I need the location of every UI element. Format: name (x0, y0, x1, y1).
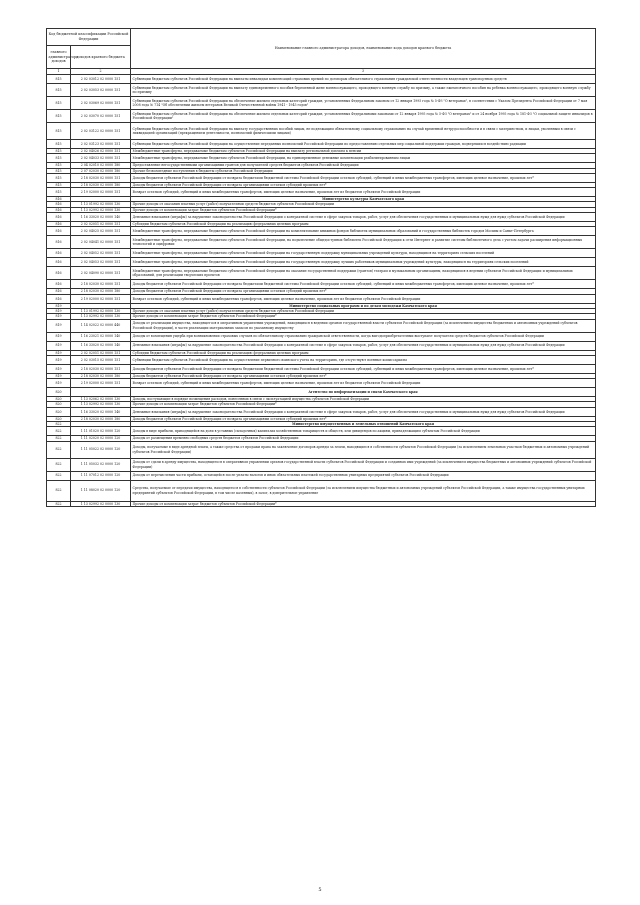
revenue-name-cell: Субвенции бюджетам субъектов Российской Федерации на выплату государственных пособий лицам, не подлежащим обязательному социальному страхованию на случай временной нетрудоспособности и в связи с материнством, и лицам, уволенным в связи с ликвидацией организаций (прекращением деятельности, полномочий физическими лицами) (131, 123, 596, 140)
administrator-code-cell: 815 (47, 84, 71, 97)
table-row (47, 75, 596, 84)
table-row (47, 332, 596, 341)
table-row (47, 213, 596, 222)
revenue-code-cell: 2 19 02000 02 0000 151 (71, 379, 131, 388)
revenue-code-cell: 2 02 03015 02 0000 151 (71, 355, 131, 364)
table-row (47, 501, 596, 506)
revenue-name-cell: Доходы бюджетов субъектов Российской Федерации от возврата бюджетами бюджетной системы Российской Федерации остатков субсидий, субвенций и иных межбюджетных трансфертов, имеющих целевое назначение, прошлых лет* (131, 364, 596, 373)
revenue-name-cell: Средства, получаемые от передачи имущества, находящегося в собственности субъектов Российской Федерации (за исключением имущества бюджетных и автономных учреждений субъектов Российской Федерации, а также имущества государственных унитарных предприятий субъектов Российской Федерации, в том числе казенных), в залог, в доверительное управление (131, 480, 596, 501)
table-row (47, 267, 596, 280)
administrator-code-cell: 815 (47, 163, 71, 168)
administrator-code-cell: 822 (47, 458, 71, 471)
administrator-code-cell: 816 (47, 236, 71, 249)
revenue-name-cell: Прочие доходы от компенсации затрат бюджетов субъектов Российской Федерации* (131, 501, 596, 506)
administrator-code-cell: 819 (47, 364, 71, 373)
administrator-code-cell: 819 (47, 350, 71, 355)
administrator-code-cell: 815 (47, 154, 71, 163)
revenue-name-cell: Прочие доходы от компенсации затрат бюджетов субъектов Российской Федерации* (131, 314, 596, 319)
revenue-code-cell: 1 13 01992 02 0000 130 (71, 308, 131, 313)
revenue-code-cell: 1 16 33020 02 0000 140 (71, 407, 131, 416)
revenue-code-cell: 1 11 01020 02 0000 120 (71, 427, 131, 436)
revenue-name-cell: Субвенции бюджетам субъектов Российской Федерации на осуществление переданных полномочий Российской Федерации по предоставлению отдельных мер социальной поддержки граждан, подвергшихся воздействию радиации (131, 140, 596, 149)
administrator-code-cell: 816 (47, 289, 71, 294)
table-row (47, 258, 596, 267)
administrator-code-cell: 819 (47, 379, 71, 388)
administrator-code-cell: 819 (47, 355, 71, 364)
administrator-code-cell: 819 (47, 308, 71, 313)
revenue-name-cell: Субвенции бюджетам субъектов Российской Федерации на обеспечение жильем отдельных категорий граждан, установленных Федеральными законами от 12 января 1995 года № 5-ФЗ "О ветеранах" и от 24 ноября 1995 года № 181-ФЗ "О социальной защите инвалидов в Российской Федерации" (131, 110, 596, 123)
revenue-name-cell: Субсидии бюджетам субъектов Российской Федерации на реализацию федеральных целевых программ (131, 222, 596, 227)
revenue-name-cell: Министерство имущественных и земельных отношений Камчатского края (131, 422, 596, 427)
revenue-code-cell: 2 19 02000 02 0000 151 (71, 294, 131, 303)
revenue-name-cell: Прочие доходы от оказания платных услуг (работ) получателями средств бюджетов субъектов Российской Федерации (131, 308, 596, 313)
revenue-name-cell: Субвенции бюджетам субъектов Российской Федерации на осуществление первичного воинского учета на территориях, где отсутствуют военные комиссариаты (131, 355, 596, 364)
administrator-code-cell: 820 (47, 402, 71, 407)
administrator-column-header: главного администратора доходов (47, 46, 71, 69)
revenue-name-cell: Денежные взыскания (штрафы) за нарушение законодательства Российской Федерации о контрактной системе в сфере закупок товаров, работ, услуг для обеспечения государственных и муниципальных нужд для нужд субъектов Российской Федерации (131, 407, 596, 416)
revenue-code-cell: 2 18 02030 02 0000 151 (71, 364, 131, 373)
revenue-code-cell: 2 04 02010 02 0000 180 (71, 163, 131, 168)
administrator-code-cell: 819 (47, 303, 71, 308)
revenue-name-cell: Межбюджетные трансферты, передаваемые бюджетам субъектов Российской Федерации на оказание государственной поддержки (грантов) театрам и музыкальным организациям, находящимся в ведении субъектов Российской Федерации и муниципальных образований, для реализации творческих проектов (131, 267, 596, 280)
revenue-name-cell: Доходы бюджетов субъектов Российской Федерации от возврата организациями остатков субсидий прошлых лет* (131, 373, 596, 378)
revenue-name-cell: Доходы в виде прибыли, приходящейся на доли в уставных (складочных) капиталах хозяйственных товариществ и обществ, или дивидендов по акциям, принадлежащим субъектам Российской Федерации (131, 427, 596, 436)
revenue-name-cell: Межбюджетные трансферты, передаваемые бюджетам субъектов Российской Федерации на выплату региональной доплаты к пенсии (131, 149, 596, 154)
administrator-code-cell: 820 (47, 407, 71, 416)
table-row (47, 140, 596, 149)
table-row (47, 110, 596, 123)
revenue-name-cell: Министерство социальных программ и по делам молодежи Камчатского края (131, 303, 596, 308)
revenue-name-cell: Доходы от реализации имущества, находящегося в оперативном управлении учреждений, находящихся в ведении органов государственной власти субъектов Российской Федерации (за исключением имущества бюджетных и автономных учреждений субъектов Российской Федерации), в части реализации материальных запасов по указанному имуществу (131, 319, 596, 332)
revenue-name-cell: Доходы от размещения временно свободных средств бюджетов субъектов Российской Федерации (131, 436, 596, 441)
table-row (47, 97, 596, 110)
revenue-code-cell: 1 11 02020 02 0000 120 (71, 436, 131, 441)
revenue-name-cell: Прочие доходы от оказания платных услуг (работ) получателями средств бюджетов субъектов Российской Федерации (131, 202, 596, 207)
revenue-code-cell: 2 18 02030 02 0000 151 (71, 280, 131, 289)
column-number: 1 (47, 69, 71, 75)
revenue-name-cell: Доходы бюджетов субъектов Российской Федерации от возврата организациями остатков субсидий прошлых лет* (131, 416, 596, 421)
administrator-code-cell: 820 (47, 416, 71, 421)
revenue-name-cell: Прочие доходы от компенсации затрат бюджетов субъектов Российской Федерации* (131, 402, 596, 407)
revenue-code-cell: 2 18 02030 02 0000 151 (71, 173, 131, 182)
revenue-name-cell: Межбюджетные трансферты, передаваемые бюджетам субъектов Российской Федерации на комплектование книжных фондов библиотек муниципальных образований и государственных библиотек городов Москвы и Санкт-Петербурга (131, 227, 596, 236)
revenue-code-cell: 2 18 02030 02 0000 180 (71, 182, 131, 187)
administrator-code-cell: 822 (47, 436, 71, 441)
table-row (47, 84, 596, 97)
revenue-name-cell: Доходы, получаемые в виде арендной платы, а также средства от продажи права на заключение договоров аренды за земли, находящиеся в собственности субъектов Российской Федерации (за исключением земельных участков бюджетных и автономных учреждений субъектов Российской Федерации) (131, 441, 596, 458)
section-header-row (47, 388, 596, 397)
revenue-name-cell: Доходы бюджетов субъектов Российской Федерации от возврата организациями остатков субсидий прошлых лет* (131, 182, 596, 187)
administrator-code-cell: 815 (47, 110, 71, 123)
revenue-code-cell: 2 18 02030 02 0000 180 (71, 373, 131, 378)
table-row (47, 458, 596, 471)
revenue-code-cell: 1 16 23021 02 0000 140 (71, 332, 131, 341)
table-row (47, 427, 596, 436)
revenue-name-cell: Межбюджетные трансферты, передаваемые бюджетам субъектов Российской Федерации, на подключение общедоступных библиотек Российской Федерации к сети Интернет и развитие системы библиотечного дела с учетом задачи расширения информационных технологий и оцифровки (131, 236, 596, 249)
administrator-code-cell: 820 (47, 397, 71, 402)
revenue-code-cell: 1 13 02992 02 0000 130 (71, 402, 131, 407)
administrator-code-cell: 822 (47, 471, 71, 480)
revenue-name-cell: Субвенции бюджетам субъектов Российской Федерации на выплату единовременного пособия беременной жене военнослужащего, проходящего военную службу по призыву, а также ежемесячного пособия на ребенка военнослужащего, проходящего военную службу по призыву (131, 84, 596, 97)
revenue-name-cell: Доходы от возмещения ущерба при возникновении страховых случаев по обязательному страхованию гражданской ответственности, когда выгодоприобретателями выступают получатели средств бюджетов субъектов Российской Федерации (131, 332, 596, 341)
revenue-name-cell: Денежные взыскания (штрафы) за нарушение законодательства Российской Федерации о контрактной системе в сфере закупок товаров, работ, услуг для обеспечения государственных и муниципальных нужд для нужд субъектов Российской Федерации (131, 341, 596, 350)
administrator-code-cell: 815 (47, 75, 71, 84)
revenue-name-cell: Возврат остатков субсидий, субвенций и иных межбюджетных трансфертов, имеющих целевое назначение, прошлых лет из бюджетов субъектов Российской Федерации (131, 188, 596, 197)
revenue-name-cell: Субвенции бюджетам субъектов Российской Федерации на обеспечение жильем отдельных категорий граждан, установленных Федеральным законом от 12 января 1995 года № 5-ФЗ "О ветеранах", в соответствии с Указом Президента Российской Федерации от 7 мая 2008 года № 714 "Об обеспечении жильем ветеранов Великой Отечественной войны 1941 - 1945 годов" (131, 97, 596, 110)
table-row (47, 319, 596, 332)
name-column-header: Наименование главного администратора доходов, наименование кода доходов краевого бюджета (131, 29, 596, 69)
administrator-code-cell: 815 (47, 140, 71, 149)
revenue-name-cell: Прочие безвозмездные поступления в бюджеты субъектов Российской Федерации (131, 168, 596, 173)
revenue-name-cell: Доходы, поступающие в порядке возмещения расходов, понесенных в связи с эксплуатацией имущества субъектов Российской Федерации (131, 397, 596, 402)
administrator-code-cell: 815 (47, 173, 71, 182)
revenue-code-cell: 1 14 02022 02 0000 440 (71, 319, 131, 332)
administrator-code-cell: 822 (47, 422, 71, 427)
administrator-code-cell: 816 (47, 213, 71, 222)
administrator-code-cell: 815 (47, 97, 71, 110)
administrator-code-cell: 822 (47, 501, 71, 506)
administrator-code-cell: 816 (47, 294, 71, 303)
revenue-code-cell: 2 02 03122 02 0000 151 (71, 123, 131, 140)
revenue-code-cell: 2 07 02030 02 0000 180 (71, 168, 131, 173)
table-row (47, 236, 596, 249)
administrator-code-cell: 820 (47, 388, 71, 397)
administrator-code-cell: 816 (47, 267, 71, 280)
revenue-name-cell: Агентство по информатизации и связи Камчатского края (131, 388, 596, 397)
revenue-code-cell: 2 02 03053 02 0000 151 (71, 84, 131, 97)
table-row (47, 249, 596, 258)
revenue-code-cell: 1 13 02062 02 0000 130 (71, 397, 131, 402)
table-row (47, 341, 596, 350)
code-group-header: Код бюджетной классификации Российской Федерации (47, 29, 131, 46)
administrator-code-cell: 819 (47, 341, 71, 350)
revenue-code-cell: 2 18 02030 02 0000 180 (71, 416, 131, 421)
administrator-code-cell: 816 (47, 227, 71, 236)
revenue-code-cell: 1 13 02992 02 0000 130 (71, 207, 131, 212)
revenue-name-cell: Денежные взыскания (штрафы) за нарушение законодательства Российской Федерации о контрактной системе в сфере закупок товаров, работ, услуг для обеспечения государственных и муниципальных нужд для нужд субъектов Российской Федерации (131, 213, 596, 222)
column-number: 3 (131, 69, 596, 75)
table-row (47, 173, 596, 182)
revenue-code-cell: 1 13 02992 02 0000 130 (71, 501, 131, 506)
administrator-code-cell: 819 (47, 332, 71, 341)
administrator-code-cell: 815 (47, 149, 71, 154)
revenue-code-cell: 2 02 03012 02 0000 151 (71, 75, 131, 84)
table-row (47, 364, 596, 373)
revenue-code-cell: 2 02 04025 02 0000 151 (71, 227, 131, 236)
table-row (47, 480, 596, 501)
revenue-code-cell: 1 11 05022 02 0000 120 (71, 441, 131, 458)
revenue-name-cell: Межбюджетные трансферты, передаваемые бюджетам субъектов Российской Федерации на государственную поддержку муниципальных учреждений культуры, находящихся на территориях сельских поселений (131, 249, 596, 258)
revenue-code-cell: 2 02 02051 02 0000 151 (71, 350, 131, 355)
revenue-name-cell: Субсидии бюджетам субъектов Российской Федерации на реализацию федеральных целевых программ (131, 350, 596, 355)
table-row (47, 154, 596, 163)
administrator-code-cell: 816 (47, 207, 71, 212)
revenue-code-cell: 1 11 05032 02 0000 120 (71, 458, 131, 471)
revenue-name-cell: Доходы бюджетов субъектов Российской Федерации от возврата организациями остатков субсидий прошлых лет* (131, 289, 596, 294)
administrator-code-cell: 816 (47, 258, 71, 267)
administrator-code-cell: 816 (47, 202, 71, 207)
table-row (47, 441, 596, 458)
revenue-name-cell: Межбюджетные трансферты, передаваемые бюджетам субъектов Российской Федерации, на единовременные денежные компенсации реабилитированным лицам (131, 154, 596, 163)
table-row (47, 471, 596, 480)
administrator-code-cell: 816 (47, 222, 71, 227)
administrator-code-cell: 819 (47, 373, 71, 378)
administrator-code-cell: 815 (47, 123, 71, 140)
revenue-name-cell: Министерство культуры Камчатского края (131, 197, 596, 202)
revenue-code-cell: 2 02 04053 02 0000 151 (71, 258, 131, 267)
administrator-code-cell: 816 (47, 280, 71, 289)
administrator-code-cell: 819 (47, 314, 71, 319)
revenue-name-cell: Межбюджетные трансферты, передаваемые бюджетам субъектов Российской Федерации на государственную поддержку лучших работников муниципальных учреждений культуры, находящихся на территориях сельских поселений (131, 258, 596, 267)
table-row (47, 123, 596, 140)
administrator-code-cell: 815 (47, 182, 71, 187)
revenue-name-cell: Субвенции бюджетам субъектов Российской Федерации на выплаты инвалидам компенсаций страховых премий по договорам обязательного страхования гражданской ответственности владельцев транспортных средств (131, 75, 596, 84)
administrator-code-cell: 819 (47, 319, 71, 332)
table-row (47, 227, 596, 236)
administrator-code-cell: 816 (47, 197, 71, 202)
administrator-code-cell: 822 (47, 480, 71, 501)
revenue-name-cell: Возврат остатков субсидий, субвенций и иных межбюджетных трансфертов, имеющих целевое назначение, прошлых лет из бюджетов субъектов Российской Федерации (131, 379, 596, 388)
administrator-code-cell: 822 (47, 427, 71, 436)
table-row (47, 188, 596, 197)
table-row (47, 407, 596, 416)
revenue-code-cell: 2 19 02000 02 0000 151 (71, 188, 131, 197)
revenue-name-cell: Возврат остатков субсидий, субвенций и иных межбюджетных трансфертов, имеющих целевое назначение, прошлых лет из бюджетов субъектов Российской Федерации (131, 294, 596, 303)
table-row (47, 294, 596, 303)
revenue-name-cell: Доходы от перечисления части прибыли, остающейся после уплаты налогов и иных обязательных платежей государственных унитарных предприятий субъектов Российской Федерации (131, 471, 596, 480)
revenue-code-cell: 1 13 01992 02 0000 130 (71, 202, 131, 207)
revenue-code-cell: 2 02 04026 02 0000 151 (71, 149, 131, 154)
revenue-code-cell: 1 13 02992 02 0000 130 (71, 314, 131, 319)
budget-classification-table (46, 28, 596, 507)
revenue-code-cell: 2 18 02030 02 0000 180 (71, 289, 131, 294)
revenue-name-cell: Доходы бюджетов субъектов Российской Федерации от возврата бюджетами бюджетной системы Российской Федерации остатков субсидий, субвенций и иных межбюджетных трансфертов, имеющих целевое назначение, прошлых лет* (131, 280, 596, 289)
revenue-code-cell (71, 388, 131, 397)
revenue-code-cell: 2 02 02051 02 0000 151 (71, 222, 131, 227)
table-row (47, 280, 596, 289)
revenue-code-cell: 1 16 33020 02 0000 140 (71, 213, 131, 222)
revenue-code-cell: 2 02 04033 02 0000 151 (71, 154, 131, 163)
revenue-name-cell: Доходы от сдачи в аренду имущества, находящегося в оперативном управлении органов государственной власти субъектов Российской Федерации и созданных ими учреждений (за исключением имущества бюджетных и автономных учреждений субъектов Российской Федерации) (131, 458, 596, 471)
revenue-name-cell: Предоставление негосударственными организациями грантов для получателей средств бюджетов субъектов Российской Федерации (131, 163, 596, 168)
revenue-code-column-header: доходов краевого бюджета (71, 46, 131, 69)
table-row (47, 379, 596, 388)
revenue-code-cell: 2 02 04041 02 0000 151 (71, 236, 131, 249)
table-row (47, 355, 596, 364)
revenue-code-cell: 1 11 08020 02 0000 120 (71, 480, 131, 501)
administrator-code-cell: 822 (47, 441, 71, 458)
revenue-name-cell: Доходы бюджетов субъектов Российской Федерации от возврата бюджетами бюджетной системы Российской Федерации остатков субсидий, субвенций и иных межбюджетных трансфертов, имеющих целевое назначение, прошлых лет* (131, 173, 596, 182)
administrator-code-cell: 815 (47, 168, 71, 173)
revenue-code-cell: 2 02 03070 02 0000 151 (71, 110, 131, 123)
revenue-code-cell: 2 02 04052 02 0000 151 (71, 249, 131, 258)
revenue-code-cell: 1 16 33020 02 0000 140 (71, 341, 131, 350)
revenue-name-cell: Прочие доходы от компенсации затрат бюджетов субъектов Российской Федерации* (131, 207, 596, 212)
revenue-code-cell: 1 11 07012 02 0000 120 (71, 471, 131, 480)
administrator-code-cell: 816 (47, 249, 71, 258)
page-number: 5 (318, 887, 322, 893)
column-number: 2 (71, 69, 131, 75)
administrator-code-cell: 815 (47, 188, 71, 197)
revenue-code-cell: 2 02 04090 02 0000 151 (71, 267, 131, 280)
revenue-code-cell: 2 02 03069 02 0000 151 (71, 97, 131, 110)
revenue-code-cell: 2 02 03123 02 0000 151 (71, 140, 131, 149)
